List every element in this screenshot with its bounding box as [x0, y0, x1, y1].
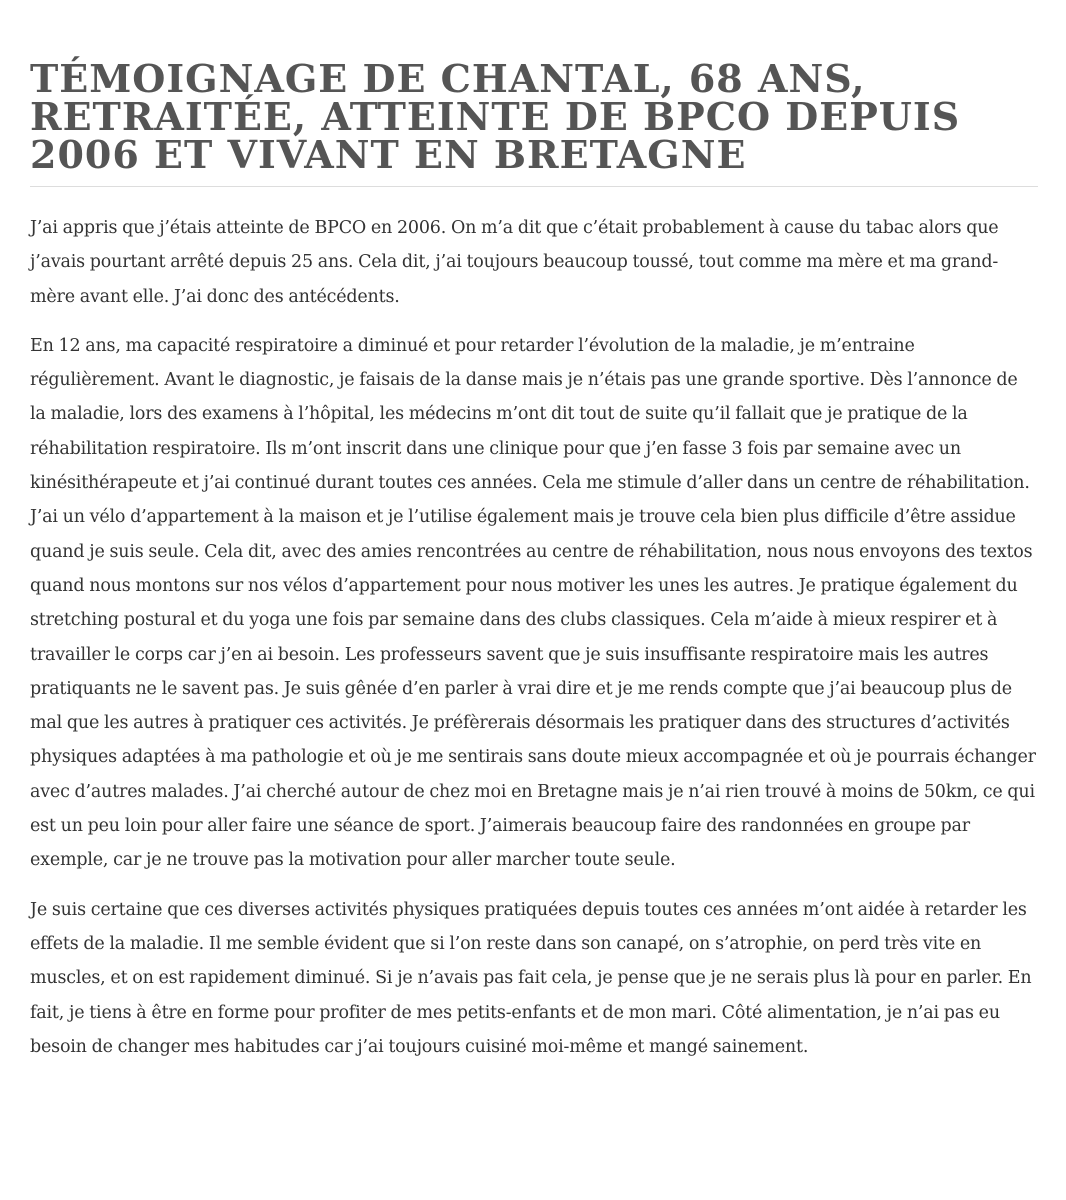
paragraph-3: Je suis certaine que ces diverses activités physiques pratiquées depuis toutes ces années m’ont aidée à retarder les effets de la maladie. Il me semble évident que si l’on reste dans son canapé, on s’atrophie, on perd très vite en muscles, et on est rapidement diminué. Si je n’avais pas fait cela, je pense que je ne serais plus là pour en parler. En fait, je tiens à être en forme pour profiter de mes petits-enfants et de mon mari. Côté alimentation, je n’ai pas eu besoin de changer mes habitudes car j’ai toujours cuisiné moi-même et mangé sainement. [30, 899, 1032, 1057]
article-title: TÉMOIGNAGE DE CHANTAL, 68 ANS, RETRAITÉE, ATTEINTE DE BPCO DEPUIS 2006 ET VIVANT EN BRETAGNE [30, 60, 1038, 187]
article [30, 56, 1038, 1079]
paragraph-2: En 12 ans, ma capacité respiratoire a diminué et pour retarder l’évolution de la maladie, je m’entraine régulièrement. Avant le diagnostic, je faisais de la danse mais je n’étais pas une grande sportive. Dès l’annonce de la maladie, lors des examens à l’hôpital, les médecins m’ont dit tout de suite qu’il fallait que je pratique de la réhabilitation respiratoire. Ils m’ont inscrit dans une clinique pour que j’en fasse 3 fois par semaine avec un kinésithérapeute et j’ai continué durant toutes ces années. Cela me stimule d’aller dans un centre de réhabilitation. J’ai un vélo d’appartement à la maison et je l’utilise également mais je trouve cela bien plus difficile d’être assidue quand je suis seule. Cela dit, avec des amies rencontrées au centre de réhabilitation, nous nous envoyons des textos quand nous montons sur nos vélos d’appartement pour nous motiver les unes les autres. Je pratique également du stretching postural et du yoga une fois par semaine dans des clubs classiques. Cela m’aide à mieux respirer et à travailler le corps car j’en ai besoin. Les professeurs savent que je suis insuffisante respiratoire mais les autres pratiquants ne le savent pas. Je suis gênée d’en parler à vrai dire et je me rends compte que j’ai beaucoup plus de mal que les autres à pratiquer ces activités. Je préfèrerais désormais les pratiquer dans des structures d’activités physiques adaptées à ma pathologie et où je me sentirais sans doute mieux accompagnée et où je pourrais échanger avec d’autres malades. J’ai cherché autour de chez moi en Bretagne mais je n’ai rien trouvé à moins de 50km, ce qui est un peu loin pour aller faire une séance de sport. J’aimerais beaucoup faire des randonnées en groupe par exemple, car je ne trouve pas la motivation pour aller marcher toute seule. [30, 335, 1036, 871]
article-body [30, 211, 1038, 1064]
paragraph-1: J’ai appris que j’étais atteinte de BPCO en 2006. On m’a dit que c’était probablement à cause du tabac alors que j’avais pourtant arrêté depuis 25 ans. Cela dit, j’ai toujours beaucoup toussé, tout comme ma mère et ma grand-mère avant elle. J’ai donc des antécédents. [30, 218, 999, 307]
